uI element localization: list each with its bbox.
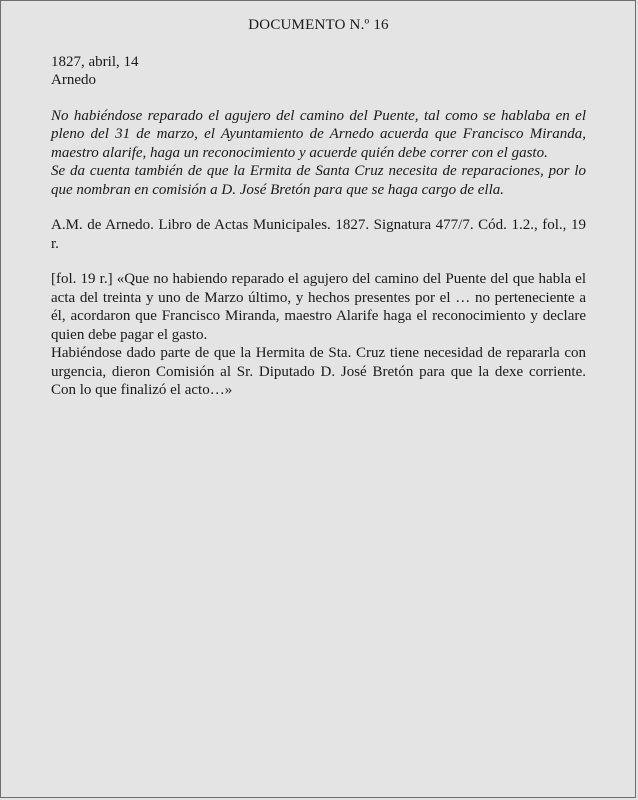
document-summary [51,107,586,200]
document-place: Arnedo [51,72,96,88]
document-title: DOCUMENTO N.º 16 [248,17,389,33]
transcription-paragraph: [fol. 19 r.] «Que no habiendo reparado el agujero del camino del Puente del que habla el acta del treinta y uno de Marzo último, y hechos presentes por el … no perteneciente a él, acordaron que Francisco Miranda, maestro Alarife haga el reconocimiento y declare quien debe pagar el gasto. [51,271,586,343]
summary-paragraph: No habiéndose reparado el agujero del camino del Puente, tal como se hablaba en el pleno del 31 de marzo, el Ayuntamiento de Arnedo acuerda que Francisco Miranda, maestro alarife, haga un reconocimiento y acuerde quién debe correr con el gasto. [51,107,586,161]
document-transcription [51,270,586,400]
document-content [51,16,586,400]
archive-source: A.M. de Arnedo. Libro de Actas Municipales. 1827. Signatura 477/7. Cód. 1.2., fol., 19 r. [51,217,586,252]
document-date: 1827, abril, 14 [51,53,139,70]
transcription-paragraph: Habiéndose dado parte de que la Hermita de Sta. Cruz tiene necesidad de repararla con urgencia, dieron Comisión al Sr. Diputado D. José Bretón para que la dexe corriente. Con lo que finalizó el acto…» [51,345,586,398]
summary-paragraph: Se da cuenta también de que la Ermita de Santa Cruz necesita de reparaciones, por lo que nombran en comisión a D. José Bretón para que se haga cargo de ella. [51,163,586,198]
